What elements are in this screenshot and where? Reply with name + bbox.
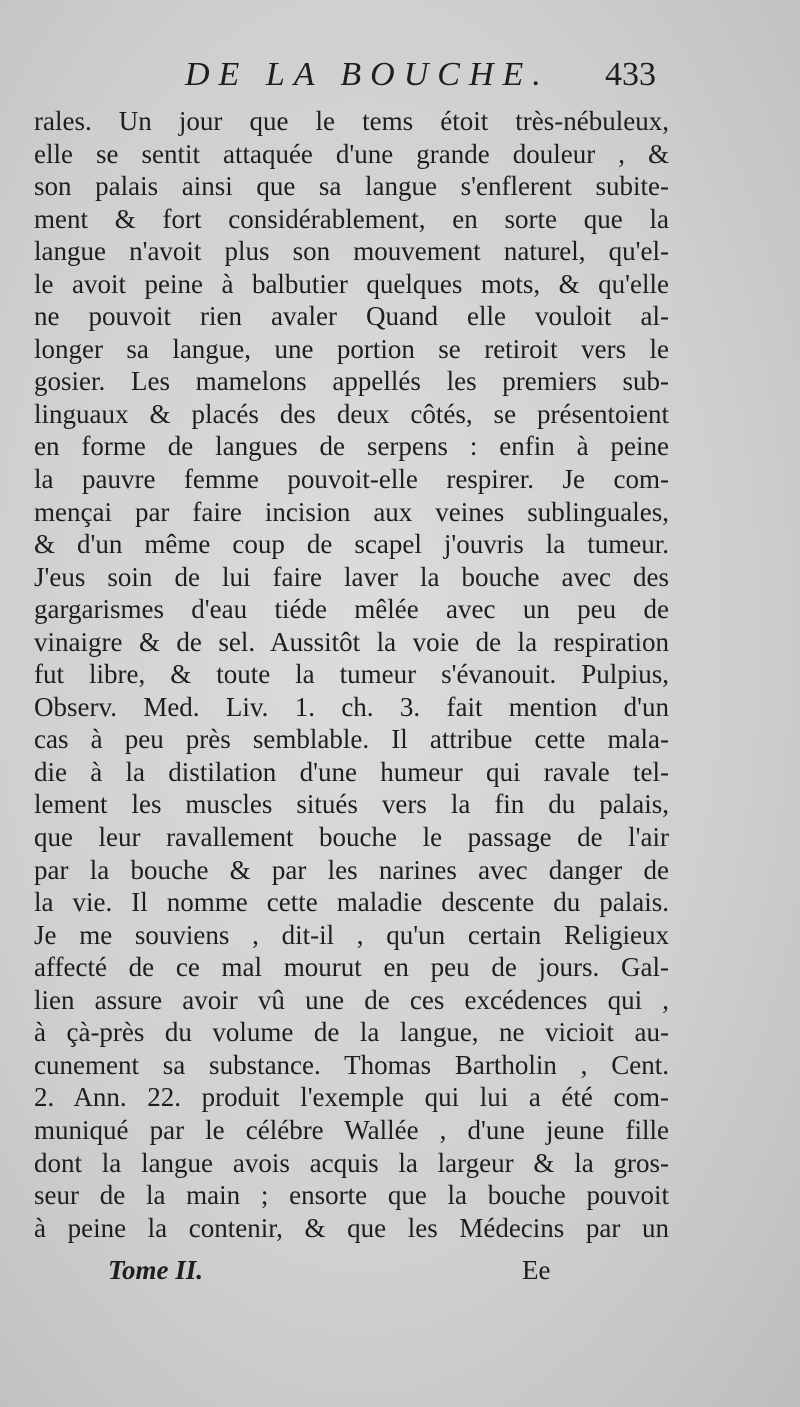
page-footer xyxy=(0,1255,800,1295)
text-line: cunement sa substance. Thomas Bartholin , Cent. xyxy=(34,1049,669,1080)
text-line: en forme de langues de serpens : enfin à peine xyxy=(34,431,669,462)
text-line: Observ. Med. Liv. 1. ch. 3. fait mention d'un xyxy=(34,691,669,722)
text-line: ne pouvoit rien avaler Quand elle vouloit al- xyxy=(34,301,669,332)
text-line: rales. Un jour que le tems étoit très-nébuleux, xyxy=(34,106,669,136)
text-line: longer sa langue, une portion se retiroit vers le xyxy=(34,333,669,364)
page-header xyxy=(0,56,800,104)
text-line: ment & fort considérablement, en sorte que la xyxy=(34,203,669,234)
text-line: J'eus soin de lui faire laver la bouche avec des xyxy=(34,561,669,592)
text-line: que leur ravallement bouche le passage de l'air xyxy=(34,822,669,853)
text-line: gosier. Les mamelons appellés les premiers sub- xyxy=(34,366,669,397)
text-line: à çà-près du volume de la langue, ne vicioit au- xyxy=(34,1017,669,1048)
text-line: seur de la main ; ensorte que la bouche pouvoit xyxy=(34,1180,669,1211)
text-line: die à la distilation d'une humeur qui ravale tel- xyxy=(34,756,669,787)
text-line: gargarismes d'eau tiéde mêlée avec un peu de xyxy=(34,594,669,625)
text-line: par la bouche & par les narines avec danger de xyxy=(34,854,669,885)
text-line: muniqué par le célébre Wallée , d'une jeune fille xyxy=(34,1114,669,1145)
text-line: langue n'avoit plus son mouvement naturel, qu'el- xyxy=(34,236,669,267)
text-line: cas à peu près semblable. Il attribue cette mala- xyxy=(34,724,669,755)
text-line: vinaigre & de sel. Aussitôt la voie de la respiration xyxy=(34,626,669,657)
text-line: fut libre, & toute la tumeur s'évanouit. Pulpius, xyxy=(34,659,669,690)
text-line: mençai par faire incision aux veines sublinguales, xyxy=(34,496,669,527)
text-line: lement les muscles situés vers la fin du palais, xyxy=(34,789,669,820)
text-line: la vie. Il nomme cette maladie descente du palais. xyxy=(34,887,669,918)
text-line: Je me souviens , dit-il , qu'un certain Religieux xyxy=(34,919,669,950)
volume-label: Tome II. xyxy=(108,1255,204,1285)
text-line: linguaux & placés des deux côtés, se présentoient xyxy=(34,398,669,429)
text-line: dont la langue avois acquis la largeur & la gros- xyxy=(34,1147,669,1178)
text-line: le avoit peine à balbutier quelques mots, & qu'elle xyxy=(34,268,669,299)
text-line: 2. Ann. 22. produit l'exemple qui lui a été com- xyxy=(34,1082,669,1113)
running-title: DE LA BOUCHE. xyxy=(185,56,550,93)
signature-mark: Ee xyxy=(522,1255,551,1285)
text-line: elle se sentit attaquée d'une grande douleur , & xyxy=(34,138,669,169)
text-line: & d'un même coup de scapel j'ouvris la tumeur. xyxy=(34,529,669,560)
text-line: affecté de ce mal mourut en peu de jours. Gal- xyxy=(34,952,669,983)
text-line: lien assure avoir vû une de ces excédences qui , xyxy=(34,984,669,1015)
text-line: la pauvre femme pouvoit-elle respirer. Je com- xyxy=(34,464,669,495)
text-line: à peine la contenir, & que les Médecins par un xyxy=(34,1212,669,1243)
page-number: 433 xyxy=(605,56,656,93)
text-line: son palais ainsi que sa langue s'enflerent subite- xyxy=(34,171,669,202)
body-text xyxy=(34,105,669,1244)
